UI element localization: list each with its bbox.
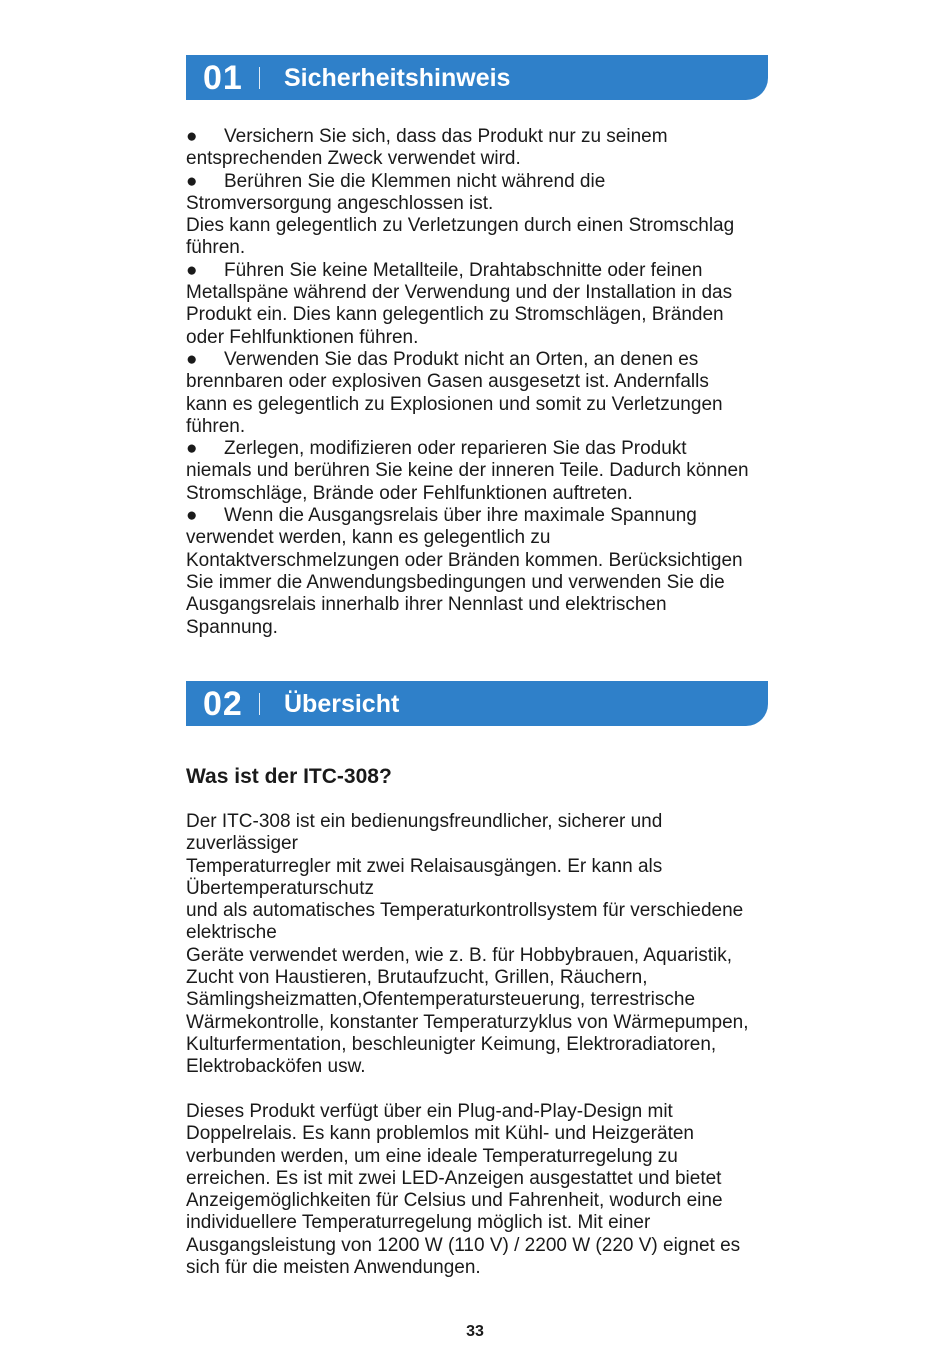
paragraph-line: Übertemperaturschutz — [186, 877, 374, 899]
subheading: Was ist der ITC-308? — [186, 765, 392, 788]
safety-line — [186, 282, 796, 304]
safety-line — [186, 193, 796, 215]
paragraph-line: elektrische — [186, 922, 277, 944]
paragraph-line: sich für die meisten Anwendungen. — [186, 1257, 481, 1279]
overview-paragraph-1 — [186, 811, 796, 1079]
line-text: oder Fehlfunktionen führen. — [186, 326, 419, 348]
line-text: Stromversorgung angeschlossen ist. — [186, 192, 494, 214]
paragraph-line: Elektrobacköfen usw. — [186, 1056, 366, 1078]
line-text: Dies kann gelegentlich zu Verletzungen durch einen Stromschlag — [186, 215, 735, 237]
paragraph-line: Der ITC-308 ist ein bedienungsfreundlicher, sicherer und — [186, 811, 663, 832]
line-text: Metallspäne während der Verwendung und der Installation in das — [186, 282, 733, 304]
bullet-icon: ● — [186, 259, 198, 281]
paragraph-line: Temperaturregler mit zwei Relaisausgängen. Er kann als — [186, 855, 663, 877]
overview-paragraph-2 — [186, 1101, 796, 1279]
paragraph-line: erreichen. Es ist mit zwei LED-Anzeigen ausgestattet und bietet — [186, 1167, 722, 1189]
safety-line — [186, 416, 796, 438]
line-text: entsprechenden Zweck verwendet wird. — [186, 148, 521, 170]
paragraph-line: Sämlingsheizmatten,Ofentemperatursteuerung, terrestrische — [186, 989, 696, 1011]
section-title: Übersicht — [284, 690, 400, 718]
paragraph-line: individuellere Temperaturregelung möglich ist. Mit einer — [186, 1212, 651, 1234]
paragraph-line: Dieses Produkt verfügt über ein Plug-and-Play-Design mit — [186, 1101, 673, 1122]
safety-line — [186, 505, 796, 527]
paragraph-line: Ausgangsleistung von 1200 W (110 V) / 2200 W (220 V) eignet es — [186, 1234, 741, 1256]
line-text: niemals und berühren Sie keine der inneren Teile. Dadurch können — [186, 460, 749, 482]
line-text: Zerlegen, modifizieren oder reparieren Sie das Produkt — [224, 438, 687, 460]
line-text: Kontaktverschmelzungen oder Bränden kommen. Berücksichtigen — [186, 549, 743, 571]
line-text: Verwenden Sie das Produkt nicht an Orten, an denen es — [224, 348, 699, 370]
paragraph-line: Kulturfermentation, beschleunigter Keimung, Elektroradiatoren, — [186, 1033, 717, 1055]
safety-notes — [186, 126, 796, 639]
line-text: führen. — [186, 415, 246, 437]
safety-line — [186, 215, 796, 237]
line-text: Stromschläge, Brände oder Fehlfunktionen auftreten. — [186, 482, 633, 504]
line-text: Sie immer die Anwendungsbedingungen und verwenden Sie die — [186, 571, 725, 593]
safety-line — [186, 171, 796, 193]
safety-line — [186, 237, 796, 259]
paragraph-line: Doppelrelais. Es kann problemlos mit Kühl- und Heizgeräten — [186, 1123, 694, 1145]
bullet-icon: ● — [186, 348, 198, 370]
paragraph-line: Zucht von Haustieren, Brutaufzucht, Grillen, Räuchern, — [186, 967, 648, 989]
line-text: Spannung. — [186, 616, 278, 638]
bullet-icon: ● — [186, 126, 198, 147]
safety-line — [186, 304, 796, 326]
safety-line — [186, 617, 796, 639]
safety-line — [186, 148, 796, 170]
header-divider — [259, 693, 260, 715]
line-text: Versichern Sie sich, dass das Produkt nur zu seinem — [224, 126, 668, 147]
safety-line — [186, 527, 796, 549]
safety-line — [186, 126, 796, 148]
header-divider — [259, 67, 260, 89]
line-text: Ausgangsrelais innerhalb ihrer Nennlast und elektrischen — [186, 594, 667, 616]
bullet-icon: ● — [186, 170, 198, 192]
paragraph-line: verbunden werden, um eine ideale Temperaturregelung zu — [186, 1145, 678, 1167]
safety-line — [186, 572, 796, 594]
safety-line — [186, 371, 796, 393]
safety-line — [186, 483, 796, 505]
line-text: Produkt ein. Dies kann gelegentlich zu Stromschlägen, Bränden — [186, 304, 724, 326]
page-number: 33 — [466, 1323, 484, 1340]
section-01-header — [186, 55, 768, 100]
safety-line — [186, 260, 796, 282]
safety-line — [186, 327, 796, 349]
paragraph-line: zuverlässiger — [186, 833, 298, 855]
paragraph-line: Wärmekontrolle, konstanter Temperaturzyklus von Wärmepumpen, — [186, 1011, 749, 1033]
bullet-icon: ● — [186, 505, 198, 527]
bullet-icon: ● — [186, 438, 198, 460]
paragraph-line: und als automatisches Temperaturkontrollsystem für verschiedene — [186, 900, 744, 922]
safety-line — [186, 438, 796, 460]
safety-line — [186, 550, 796, 572]
line-text: verwendet werden, kann es gelegentlich zu — [186, 527, 551, 549]
safety-line — [186, 594, 796, 616]
safety-line — [186, 394, 796, 416]
paragraph-line: Geräte verwendet werden, wie z. B. für Hobbybrauen, Aquaristik, — [186, 944, 732, 966]
line-text: brennbaren oder explosiven Gasen ausgesetzt ist. Andernfalls — [186, 371, 709, 393]
line-text: kann es gelegentlich zu Explosionen und somit zu Verletzungen — [186, 393, 723, 415]
line-text: Berühren Sie die Klemmen nicht während die — [224, 170, 606, 192]
line-text: Wenn die Ausgangsrelais über ihre maximale Spannung — [224, 505, 697, 527]
section-number: 02 — [203, 685, 243, 723]
safety-line — [186, 349, 796, 371]
line-text: führen. — [186, 237, 246, 259]
section-title: Sicherheitshinweis — [284, 64, 511, 92]
paragraph-line: Anzeigemöglichkeiten für Celsius und Fahrenheit, wodurch eine — [186, 1190, 723, 1212]
section-number: 01 — [203, 59, 243, 97]
line-text: Führen Sie keine Metallteile, Drahtabschnitte oder feinen — [224, 259, 703, 281]
safety-line — [186, 460, 796, 482]
section-02-header — [186, 681, 768, 726]
